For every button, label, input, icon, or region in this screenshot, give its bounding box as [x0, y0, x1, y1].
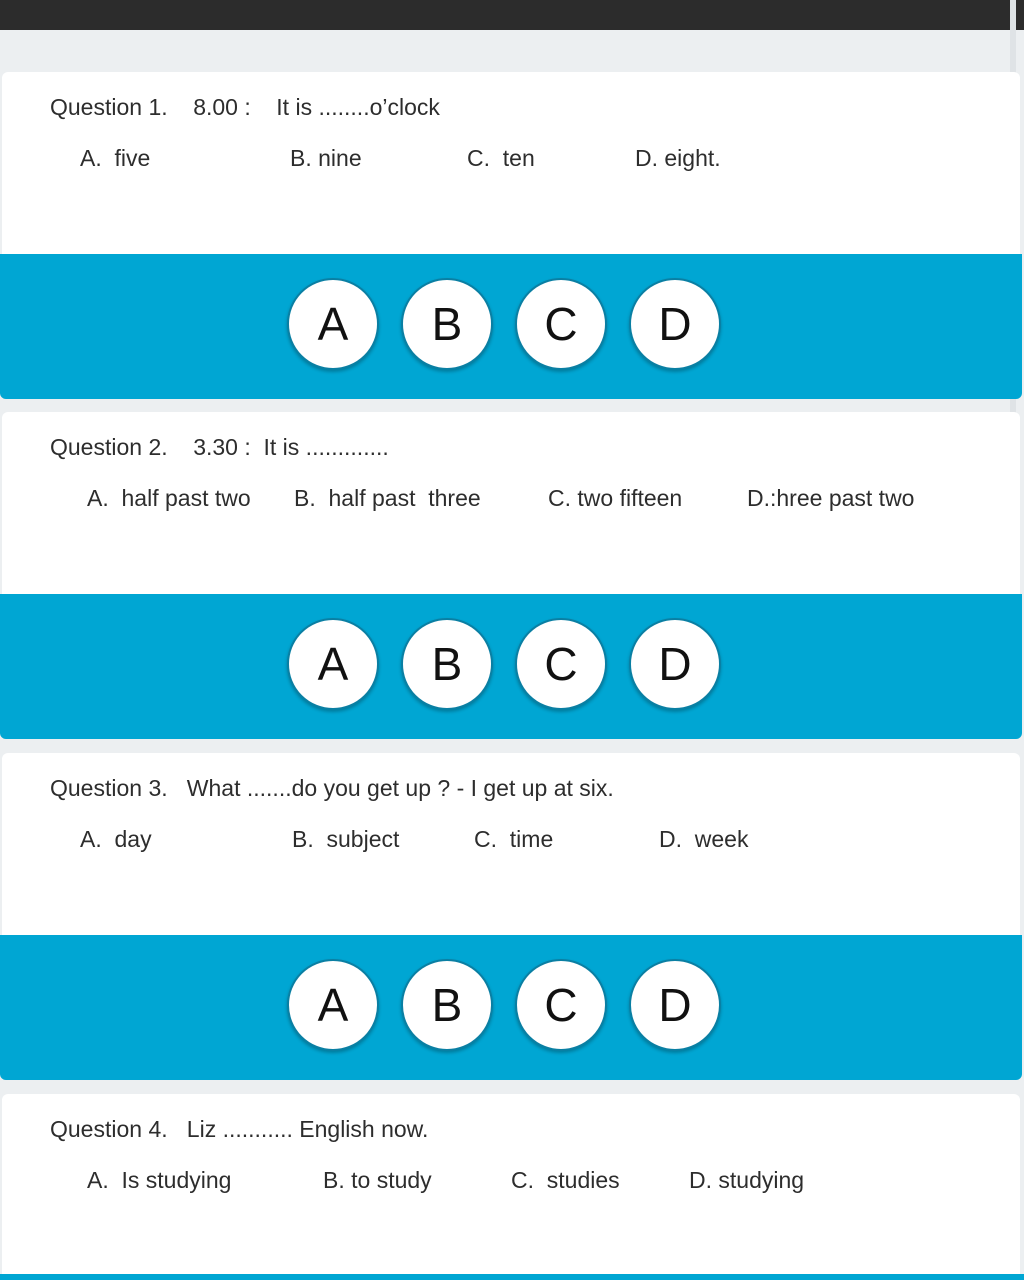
option-c: C. two fifteen	[548, 485, 683, 511]
option-a: A. half past two	[87, 485, 251, 511]
option-b: B. nine	[290, 145, 362, 171]
option-d: D. studying	[689, 1167, 805, 1193]
option-d: D. week	[659, 826, 749, 852]
answer-button-a[interactable]: A	[287, 959, 379, 1051]
answer-button-b[interactable]: B	[401, 278, 493, 370]
answer-bar-3	[0, 935, 1022, 1080]
question-text: Question 2. 3.30 : It is .............	[50, 434, 389, 460]
answer-bar-4-edge	[0, 1274, 1024, 1280]
option-a: A. Is studying	[87, 1167, 232, 1193]
question-text: Question 3. What .......do you get up ? - I get up at six.	[50, 775, 614, 801]
question-card-3	[2, 753, 1020, 935]
option-c: C. studies	[511, 1167, 620, 1193]
option-a: A. day	[80, 826, 152, 852]
question-card-1	[2, 72, 1020, 254]
question-text: Question 1. 8.00 : It is ........o’clock	[50, 94, 440, 120]
option-d: D.:hree past two	[747, 485, 915, 511]
answer-button-d[interactable]: D	[629, 618, 721, 710]
answer-button-c[interactable]: C	[515, 618, 607, 710]
option-a: A. five	[80, 145, 151, 171]
answer-button-b[interactable]: B	[401, 618, 493, 710]
option-d: D. eight.	[635, 145, 721, 171]
answer-button-b[interactable]: B	[401, 959, 493, 1051]
question-card-4	[2, 1094, 1020, 1274]
option-b: B. to study	[323, 1167, 432, 1193]
answer-bar-1	[0, 254, 1022, 399]
status-bar	[0, 0, 1024, 30]
answer-button-d[interactable]: D	[629, 959, 721, 1051]
answer-button-c[interactable]: C	[515, 959, 607, 1051]
answer-button-c[interactable]: C	[515, 278, 607, 370]
question-text: Question 4. Liz ........... English now.	[50, 1116, 429, 1142]
option-c: C. ten	[467, 145, 535, 171]
option-b: B. subject	[292, 826, 400, 852]
answer-button-a[interactable]: A	[287, 278, 379, 370]
answer-button-d[interactable]: D	[629, 278, 721, 370]
answer-bar-2	[0, 594, 1022, 739]
option-c: C. time	[474, 826, 554, 852]
question-card-2	[2, 412, 1020, 594]
option-b: B. half past three	[294, 485, 481, 511]
answer-button-a[interactable]: A	[287, 618, 379, 710]
